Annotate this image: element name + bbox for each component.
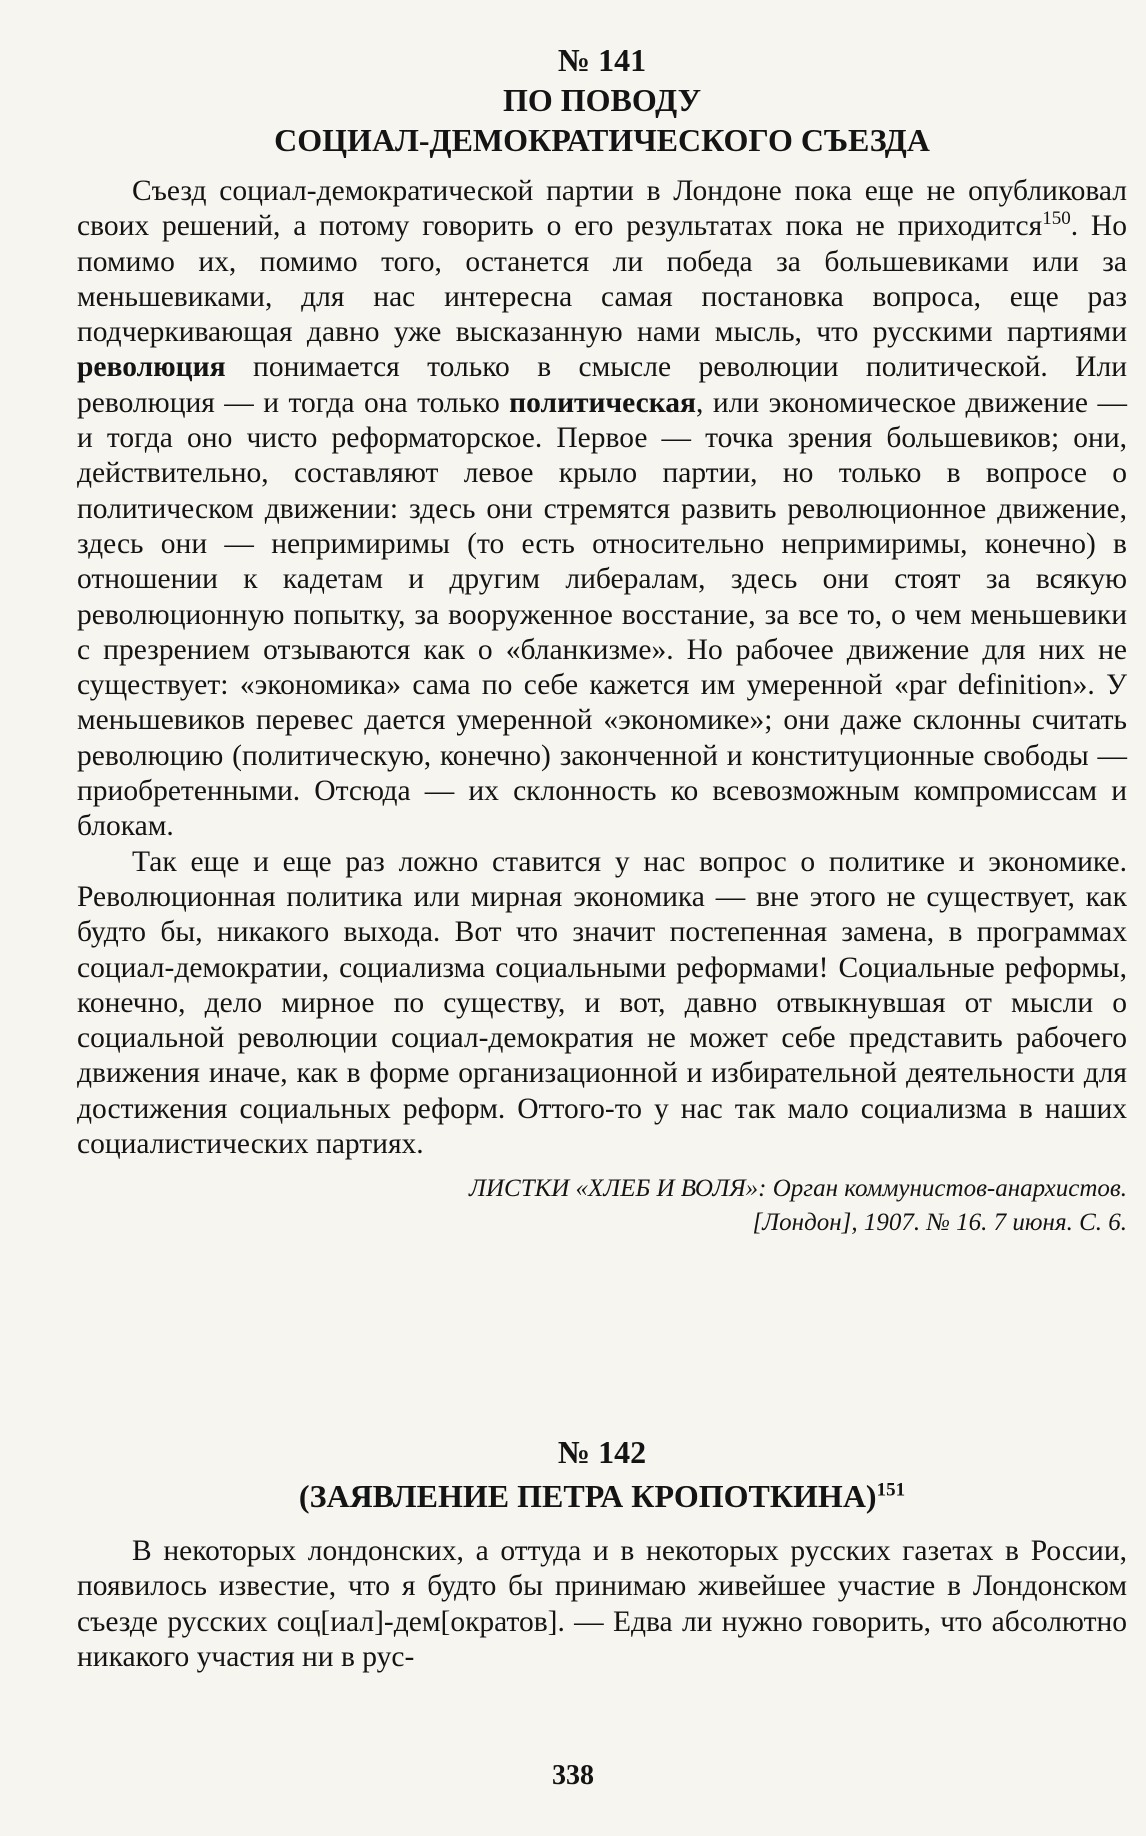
- paragraph-1: В некоторых лондонских, а оттуда и в некоторых русских газетах в России, появилось известие, что я будто бы принимаю живейшее участие в Лондонском съезде русских соц[иал]-дем[ократов]. — Едва ли нужно говорить, что абсолютно никакого участия ни в рус-: [77, 1535, 1127, 1673]
- paragraph-text: Съезд социал-демократической партии в Лондоне пока еще не опубликовал своих решений, а потому говорить о его результатах пока не приходится: [77, 175, 1127, 243]
- page-number: 338: [552, 1760, 594, 1791]
- source-citation: [77, 1172, 1127, 1240]
- paragraph-text: . Но помимо их, помимо того, останется ли победа за большевиками или за меньшевиками, для нас интересна самая постановка вопроса, еще раз подчеркивающая давно уже высказанную нами мысль, что русскими партиями: [77, 210, 1127, 349]
- document-title: [77, 1476, 1127, 1516]
- source-line-1: ЛИСТКИ «ХЛЕБ И ВОЛЯ»: Орган коммунистов-анархистов.: [469, 1175, 1127, 1203]
- footnote-marker: 151: [876, 1479, 906, 1501]
- document-141: [77, 40, 1127, 1240]
- emphasis-political: политическая: [509, 386, 696, 419]
- paragraph-text: , или экономическое движение — и тогда оно чисто реформаторское. Первое — точка зрения большевиков; они, действительно, составляют левое крыло партии, но только в вопросе о политическом движении: здесь они стремятся развить революционное движение, здесь они — непримиримы (то есть относительно непримиримы, конечно) в отношении к кадетам и другим либералам, здесь они стоят за всякую революционную попытку, за вооруженное восстание, за все то, о чем меньшевики с презрением отзываются как о «бланкизме». Но рабочее движение для них не существует: «экономика» сама по себе кажется им умеренной «par definition». У меньшевиков перевес дается умеренной «экономике»; они даже склонны считать революцию (политическую, конечно) законченной и конституционные свободы — приобретенными. Отсюда — их склонность ко всевозможным компромиссам и блокам.: [77, 386, 1127, 843]
- document-title-line-1: ПО ПОВОДУ: [502, 82, 702, 118]
- paragraph-1: [77, 174, 1127, 845]
- paragraph-text: понимается только в смысле революции политической. Или революция — и тогда она только: [77, 351, 1127, 419]
- source-line-2: [Лондон], 1907. № 16. 7 июня. С. 6.: [752, 1209, 1127, 1237]
- document-number: № 141: [557, 42, 647, 78]
- document-number: № 142: [557, 1434, 647, 1470]
- document-title-text: (ЗАЯВЛЕНИЕ ПЕТРА КРОПОТКИНА): [298, 1478, 877, 1514]
- document-title-line-2: СОЦИАЛ-ДЕМОКРАТИЧЕСКОГО СЪЕЗДА: [274, 122, 930, 158]
- paragraph-2: Так еще и еще раз ложно ставится у нас вопрос о политике и экономике. Революционная политика или мирная экономика — вне этого не существует, как будто бы, никакого выхода. Вот что значит постепенная замена, в программах социал-демократии, социализма социальными реформами! Социальные реформы, конечно, дело мирное по существу, и вот, давно отвыкнувшая от мысли о социальной революции социал-демократия не может себе представить рабочего движения иначе, как в форме организационной и избирательной деятельности для достижения социальных реформ. Оттого-то у нас так мало социализма в наших социалистических партиях.: [77, 845, 1127, 1161]
- document-142: [77, 1432, 1127, 1675]
- emphasis-revolution: революция: [77, 351, 226, 384]
- footnote-marker: 150: [1042, 208, 1071, 230]
